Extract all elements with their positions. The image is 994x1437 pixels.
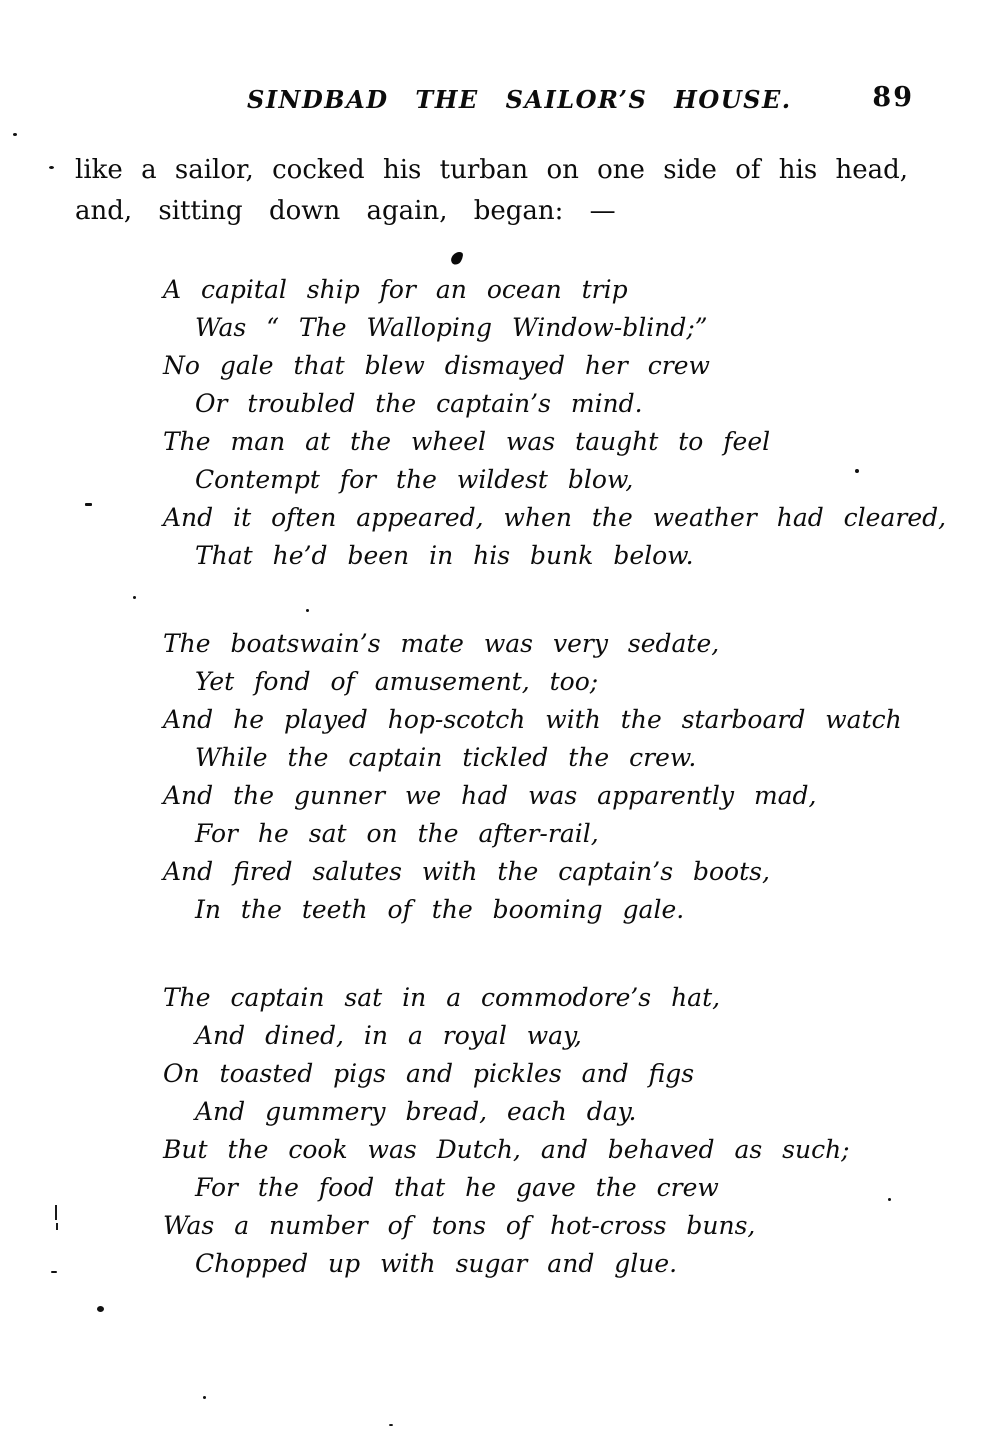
scan-speck xyxy=(133,596,136,599)
prose-line-2: and, sitting down again, began: — xyxy=(75,196,616,226)
poem-line: While the captain tickled the crew. xyxy=(195,743,697,772)
scan-speck xyxy=(49,166,54,169)
poem-line: And he played hop-scotch with the starboard watch xyxy=(163,705,902,734)
poem-stanza-3 xyxy=(163,979,946,1283)
poem-line: The captain sat in a commodore’s hat, xyxy=(163,983,721,1012)
scan-speck xyxy=(203,1396,206,1399)
poem-line: That he’d been in his bunk below. xyxy=(195,541,694,570)
ink-blot-artifact xyxy=(449,249,464,266)
poem-line: The man at the wheel was taught to feel xyxy=(163,427,771,456)
scan-speck xyxy=(306,609,309,612)
scan-speck xyxy=(888,1198,891,1201)
poem-line: And fired salutes with the captain’s boots, xyxy=(163,857,770,886)
poem-line: Yet fond of amusement, too; xyxy=(195,667,599,696)
poem-line: No gale that blew dismayed her crew xyxy=(163,351,710,380)
scan-speck xyxy=(13,133,17,136)
scan-speck xyxy=(855,469,859,473)
poem-line: For the food that he gave the crew xyxy=(195,1173,719,1202)
poem-line: In the teeth of the booming gale. xyxy=(195,895,685,924)
poem-line: And the gunner we had was apparently mad, xyxy=(163,781,817,810)
prose-paragraph xyxy=(75,150,908,232)
page-number: 89 xyxy=(872,82,914,113)
poem-line: Was “ The Walloping Window-blind;” xyxy=(195,313,708,342)
poem-line: Contempt for the wildest blow, xyxy=(195,465,634,494)
poem-line: Chopped up with sugar and glue. xyxy=(195,1249,678,1278)
margin-mark-artifact xyxy=(56,1223,58,1230)
poem xyxy=(163,271,946,1333)
scan-speck xyxy=(97,1306,104,1312)
poem-line: Or troubled the captain’s mind. xyxy=(195,389,643,418)
scan-speck xyxy=(85,503,92,506)
poem-stanza-1 xyxy=(163,271,946,575)
poem-line: A capital ship for an ocean trip xyxy=(163,275,628,304)
poem-line: But the cook was Dutch, and behaved as such; xyxy=(163,1135,850,1164)
prose-line-1: like a sailor, cocked his turban on one side of his head, xyxy=(75,155,908,185)
scan-speck xyxy=(51,1271,57,1273)
poem-line: And dined, in a royal way, xyxy=(195,1021,582,1050)
poem-line: For he sat on the after-rail, xyxy=(195,819,599,848)
margin-mark-artifact xyxy=(55,1205,57,1220)
poem-stanza-2 xyxy=(163,625,946,929)
poem-line: Was a number of tons of hot-cross buns, xyxy=(163,1211,756,1240)
poem-line: And it often appeared, when the weather had cleared, xyxy=(163,503,947,532)
scan-speck xyxy=(389,1424,393,1426)
poem-line: And gummery bread, each day. xyxy=(195,1097,637,1126)
poem-line: The boatswain’s mate was very sedate, xyxy=(163,629,720,658)
poem-line: On toasted pigs and pickles and figs xyxy=(163,1059,695,1088)
running-head-title: SINDBAD THE SAILOR’S HOUSE. xyxy=(247,85,792,114)
